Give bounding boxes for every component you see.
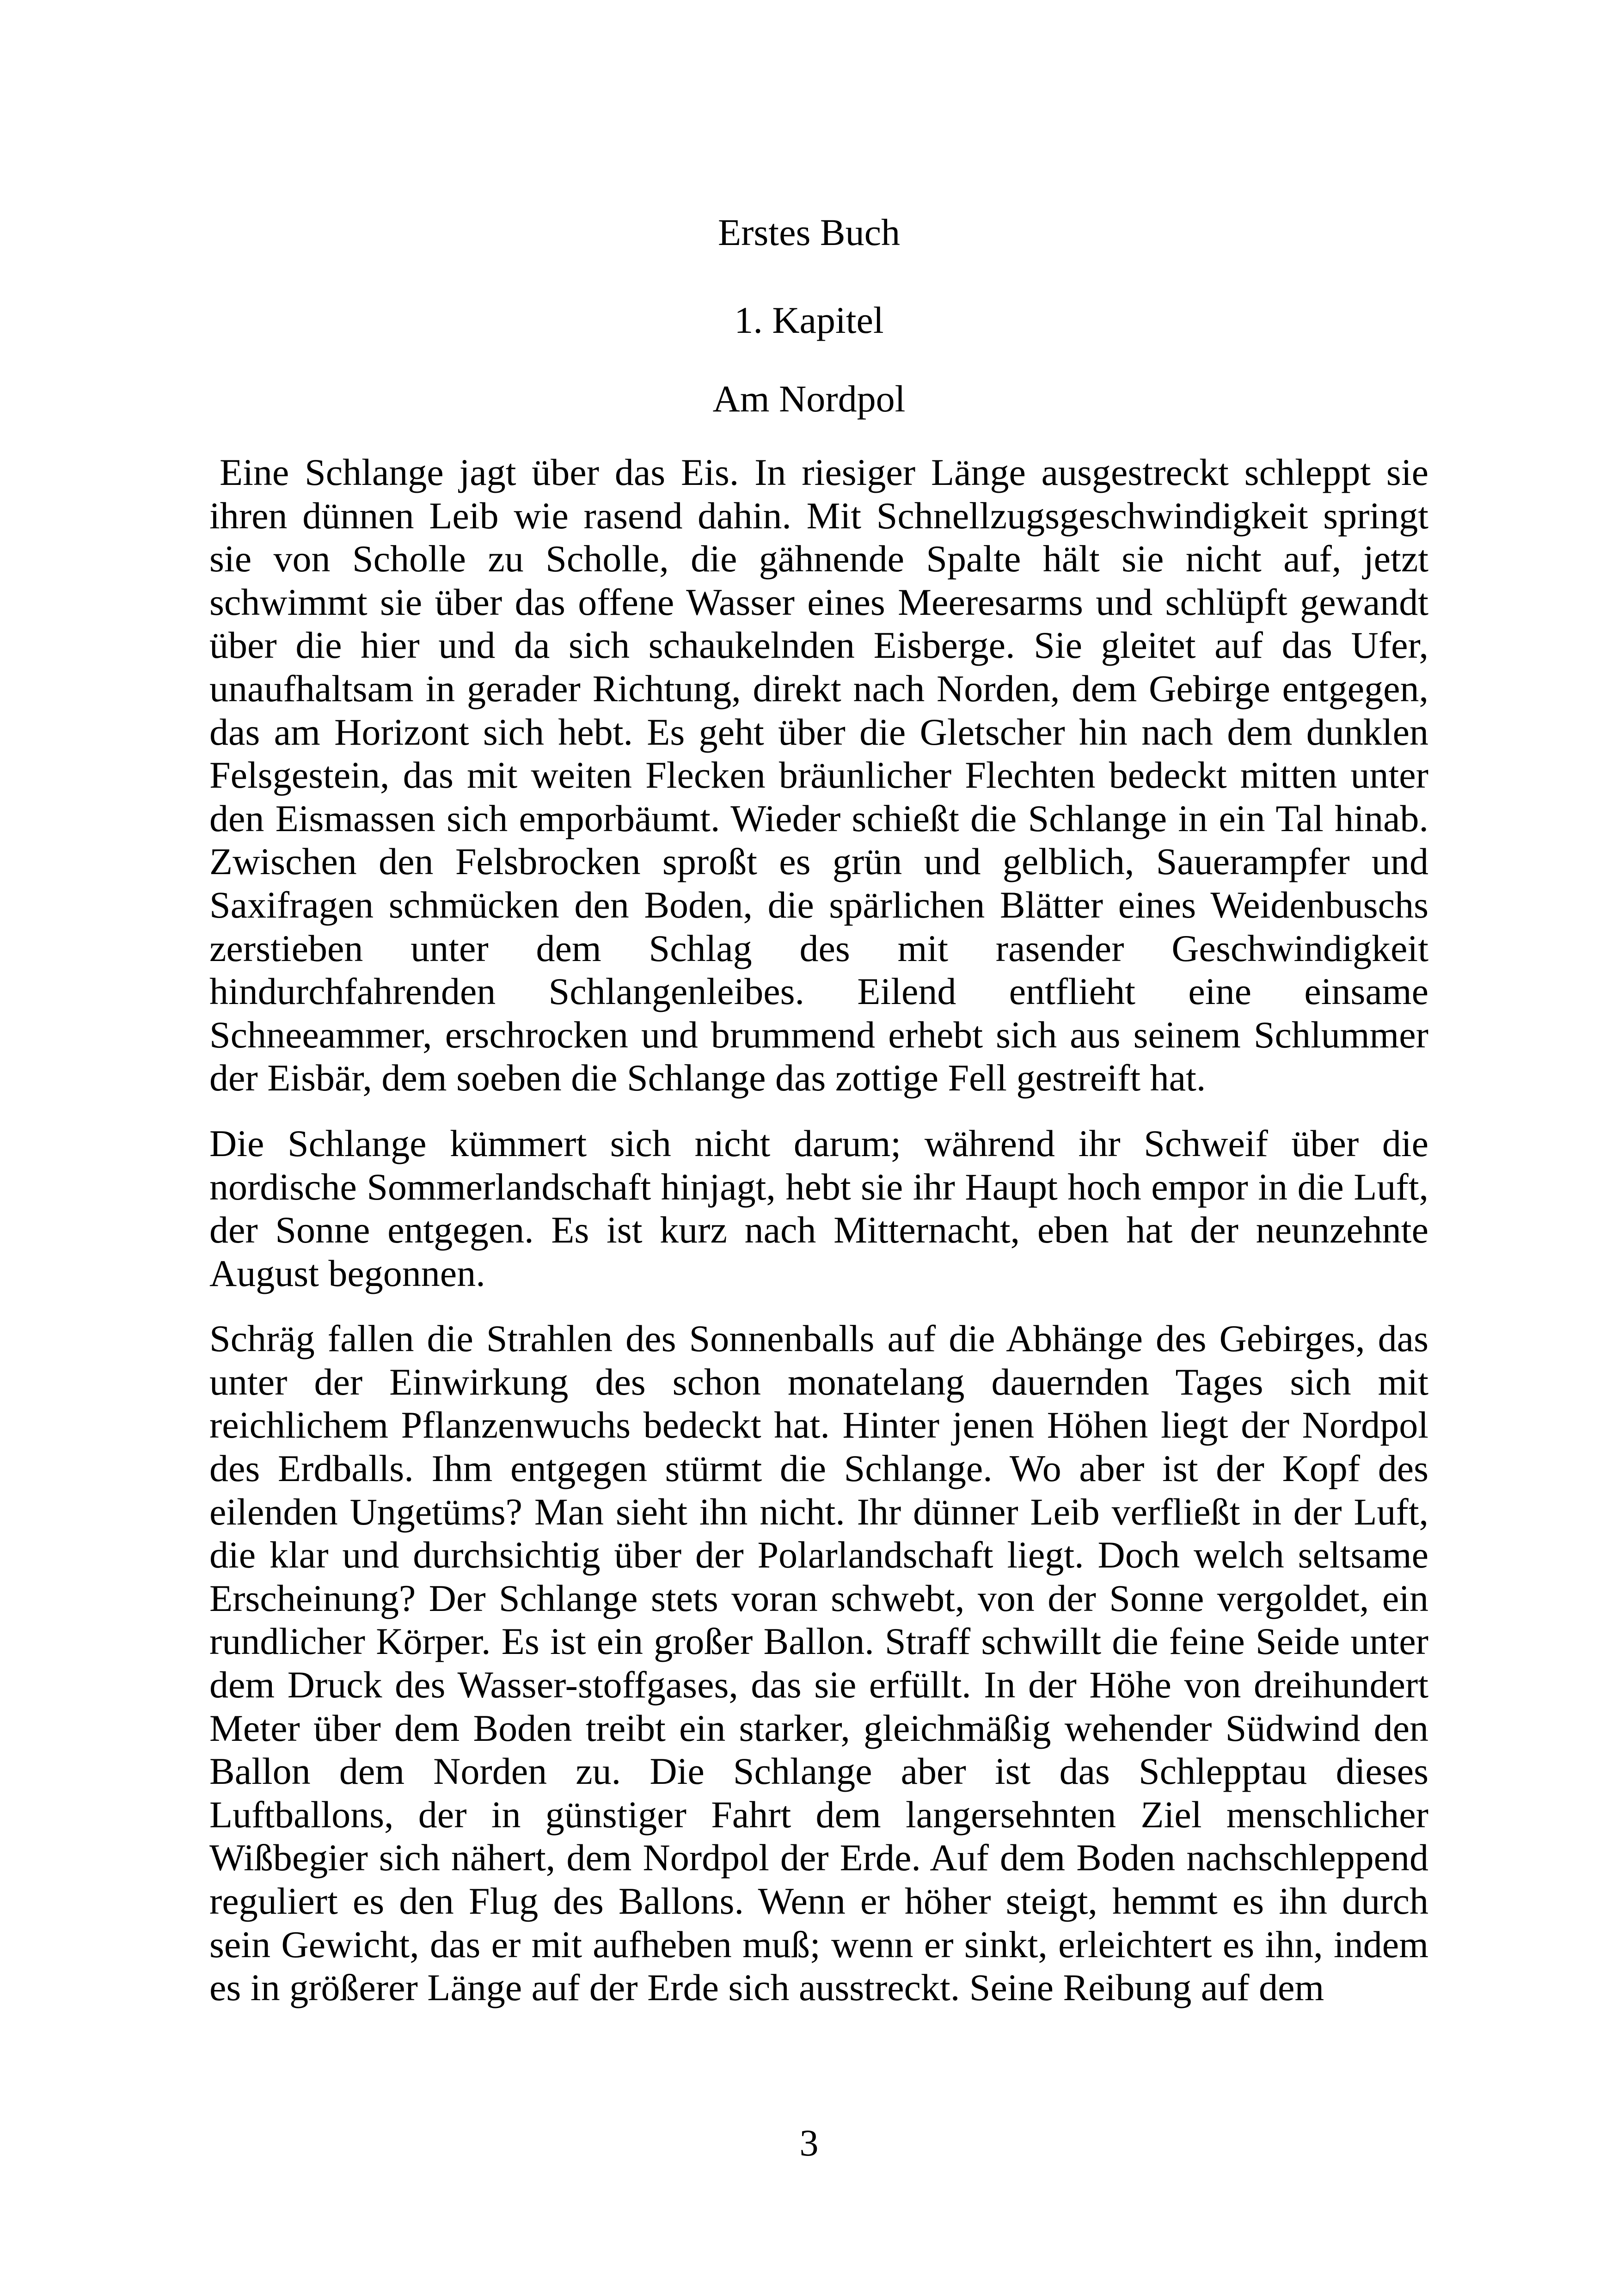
page-number: 3	[799, 2122, 819, 2164]
chapter-title: Am Nordpol	[712, 378, 906, 420]
body-text	[209, 451, 1428, 2009]
paragraph-2: Die Schlange kümmert sich nicht darum; während ihr Schweif über die nordische Sommerlandschaft hinjagt, hebt sie ihr Haupt hoch empor in die Luft, der Sonne entgegen. Es ist kurz nach Mitternacht, eben hat der neunzehnte August begonnen.	[209, 1122, 1428, 1294]
paragraph-3: Schräg fallen die Strahlen des Sonnenballs auf die Abhänge des Gebirges, das unter der Einwirkung des schon monatelang dauernden Tages sich mit reichlichem Pflanzenwuchs bedeckt hat. Hinter jenen Höhen liegt der Nordpol des Erdballs. Ihm entgegen stürmt die Schlange. Wo aber ist der Kopf des eilenden Ungetüms? Man sieht ihn nicht. Ihr dünner Leib verfließt in der Luft, die klar und durchsichtig über der Polarlandschaft liegt. Doch welch seltsame Erscheinung? Der Schlange stets voran schwebt, von der Sonne vergoldet, ein rundlicher Körper. Es ist ein großer Ballon. Straff schwillt die feine Seide unter dem Druck des Wasser-stoffgases, das sie erfüllt. In der Höhe von dreihundert Meter über dem Boden treibt ein starker, gleichmäßig wehender Südwind den Ballon dem Norden zu. Die Schlange aber ist das Schlepptau dieses Luftballons, der in günstiger Fahrt dem langersehnten Ziel menschlicher Wißbegier sich nähert, dem Nordpol der Erde. Auf dem Boden nachschleppend reguliert es den Flug des Ballons. Wenn er höher steigt, hemmt es ihn durch sein Gewicht, das er mit aufheben muß; wenn er sinkt, erleichtert es ihn, indem es in größerer Länge auf der Erde sich ausstreckt. Seine Reibung auf dem	[209, 1317, 1428, 2009]
paragraph-1: Eine Schlange jagt über das Eis. In riesiger Länge ausgestreckt schleppt sie ihren dünnen Leib wie rasend dahin. Mit Schnellzugsgeschwindigkeit springt sie von Scholle zu Scholle, die gähnende Spalte hält sie nicht auf, jetzt schwimmt sie über das offene Wasser eines Meeresarms und schlüpft gewandt über die hier und da sich schaukelnden Eisberge. Sie gleitet auf das Ufer, unaufhaltsam in gerader Richtung, direkt nach Norden, dem Gebirge entgegen, das am Horizont sich hebt. Es geht über die Gletscher hin nach dem dunklen Felsgestein, das mit weiten Flecken bräunlicher Flechten bedeckt mitten unter den Eismassen sich emporbäumt. Wieder schießt die Schlange in ein Tal hinab. Zwischen den Felsbrocken sproßt es grün und gelblich, Sauerampfer und Saxifragen schmücken den Boden, die spärlichen Blätter eines Weidenbuschs zerstieben unter dem Schlag des mit rasender Geschwindigkeit hindurchfahrenden Schlangenleibes. Eilend entflieht eine einsame Schneeammer, erschrocken und brummend erhebt sich aus seinem Schlummer der Eisbär, dem soeben die Schlange das zottige Fell gestreift hat.	[209, 451, 1428, 1099]
book-heading: Erstes Buch	[718, 211, 900, 253]
chapter-heading: 1. Kapitel	[734, 299, 884, 341]
